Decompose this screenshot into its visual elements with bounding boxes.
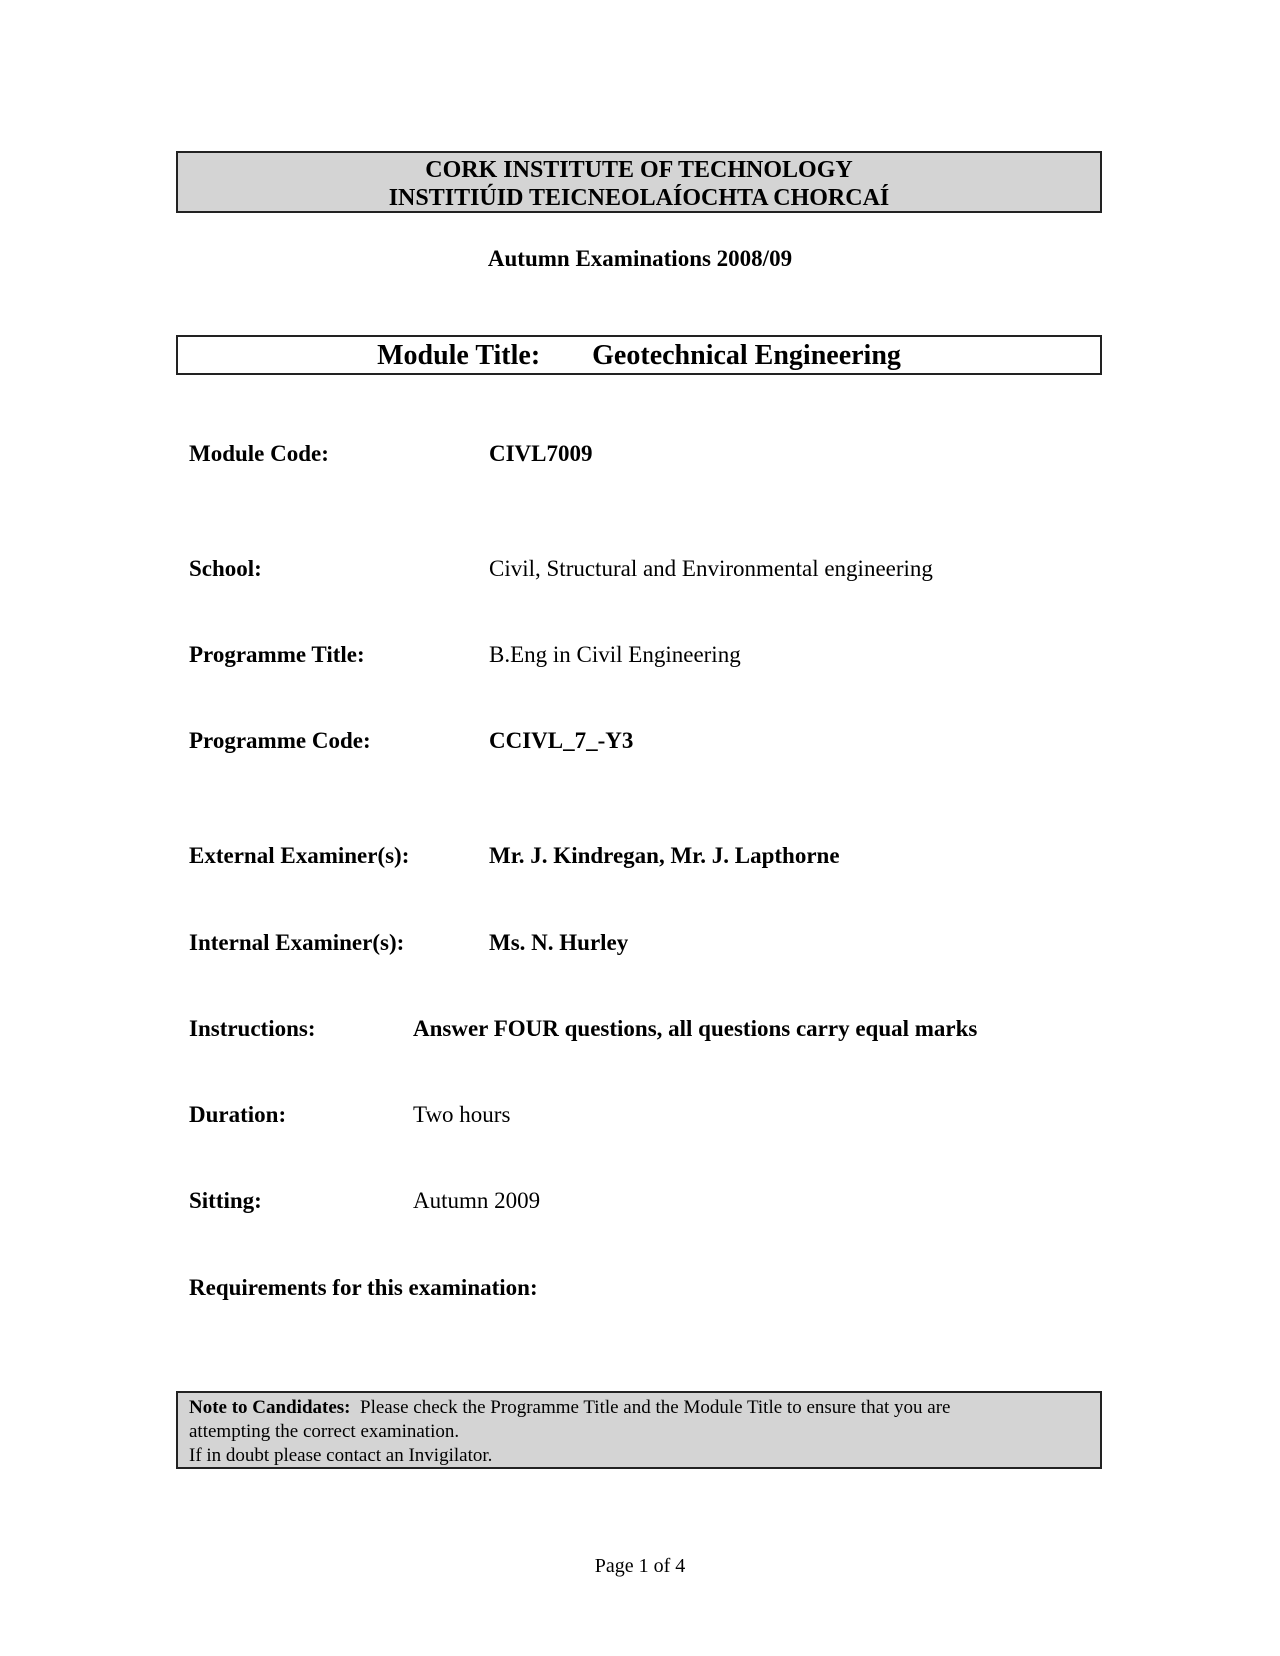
programme-code-value: CCIVL_7_-Y3 bbox=[489, 728, 634, 753]
note-line-1 bbox=[189, 1396, 1089, 1420]
school-value: Civil, Structural and Environmental engineering bbox=[489, 556, 933, 581]
duration-label: Duration: bbox=[189, 1102, 287, 1127]
programme-title-label: Programme Title: bbox=[189, 642, 365, 667]
instructions-value: Answer FOUR questions, all questions carry equal marks bbox=[413, 1016, 978, 1041]
duration-value: Two hours bbox=[413, 1102, 511, 1127]
module-title-value: Geotechnical Engineering bbox=[592, 340, 901, 371]
note-text-1: Please check the Programme Title and the Module Title to ensure that you are bbox=[360, 1397, 951, 1418]
programme-code-label: Programme Code: bbox=[189, 728, 371, 753]
page-number: Page 1 of 4 bbox=[594, 1555, 686, 1577]
note-label: Note to Candidates: bbox=[189, 1397, 351, 1418]
sitting-value: Autumn 2009 bbox=[413, 1188, 541, 1213]
school-label: School: bbox=[189, 556, 262, 581]
module-title-box bbox=[176, 335, 1102, 375]
note-line-3: If in doubt please contact an Invigilator. bbox=[189, 1445, 493, 1466]
requirements-label: Requirements for this examination: bbox=[189, 1275, 538, 1300]
institution-name-en: CORK INSTITUTE OF TECHNOLOGY bbox=[425, 157, 853, 183]
note-line-2: attempting the correct examination. bbox=[189, 1421, 460, 1442]
sitting-label: Sitting: bbox=[189, 1188, 262, 1213]
note-to-candidates-box bbox=[176, 1391, 1102, 1469]
internal-examiners-value: Ms. N. Hurley bbox=[489, 930, 629, 955]
exam-session-title: Autumn Examinations 2008/09 bbox=[487, 246, 793, 271]
institution-name-ga: INSTITIÚID TEICNEOLAÍOCHTA CHORCAÍ bbox=[388, 185, 890, 211]
external-examiners-value: Mr. J. Kindregan, Mr. J. Lapthorne bbox=[489, 843, 840, 868]
external-examiners-label: External Examiner(s): bbox=[189, 843, 410, 868]
institution-header bbox=[176, 151, 1102, 213]
module-title-label: Module Title: bbox=[377, 340, 541, 371]
internal-examiners-label: Internal Examiner(s): bbox=[189, 930, 405, 955]
programme-title-value: B.Eng in Civil Engineering bbox=[489, 642, 741, 667]
module-code-value: CIVL7009 bbox=[489, 441, 593, 466]
instructions-label: Instructions: bbox=[189, 1016, 316, 1041]
module-code-label: Module Code: bbox=[189, 441, 329, 466]
